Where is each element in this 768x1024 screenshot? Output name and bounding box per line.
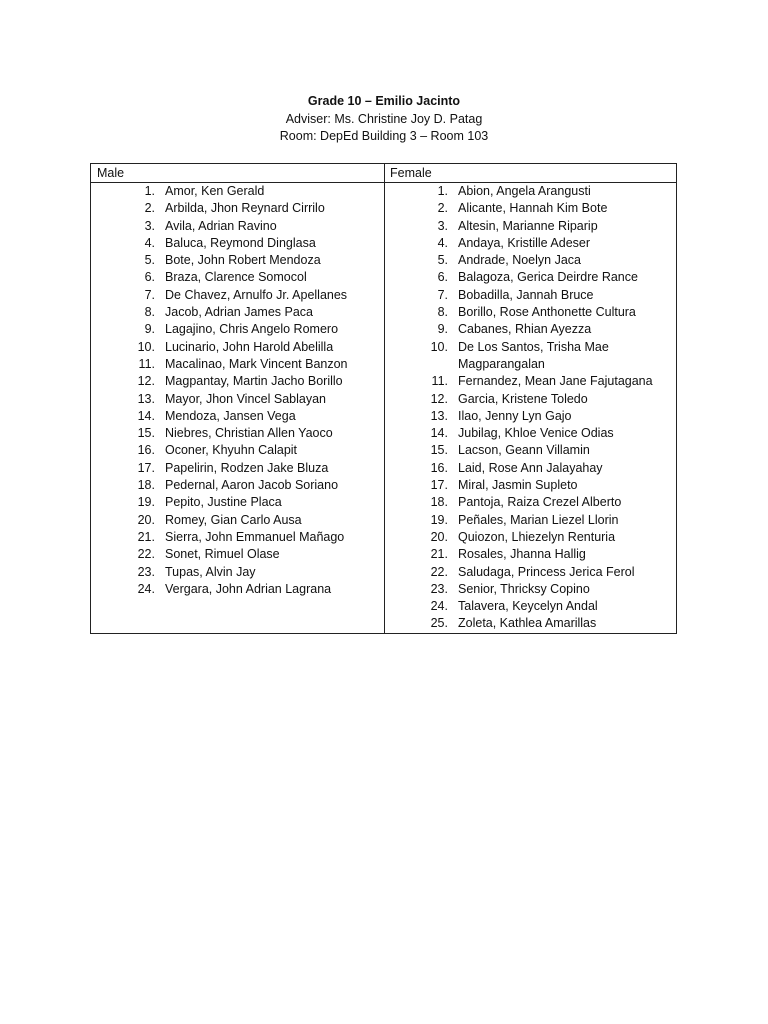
- student-list-item: [384, 581, 676, 598]
- student-number: 3.: [437, 218, 448, 233]
- student-number: 22.: [137, 547, 155, 562]
- student-number: 10.: [137, 339, 155, 354]
- student-list-item: [384, 529, 676, 546]
- student-list-item: [91, 218, 384, 235]
- student-list-item: [384, 512, 676, 529]
- student-name: Niebres, Christian Allen Yaoco: [165, 426, 333, 441]
- student-name: Andaya, Kristille Adeser: [458, 235, 591, 250]
- student-number: 2.: [437, 201, 448, 216]
- student-list-item: [91, 356, 384, 373]
- student-name: Oconer, Khyuhn Calapit: [165, 443, 298, 458]
- student-name: Mayor, Jhon Vincel Sablayan: [165, 391, 326, 406]
- student-name: Vergara, John Adrian Lagrana: [165, 581, 332, 596]
- student-name: Avila, Adrian Ravino: [165, 218, 277, 233]
- male-student-list: [91, 183, 384, 598]
- student-number: 9.: [144, 322, 155, 337]
- document-header: [0, 93, 768, 146]
- room-line: Room: DepEd Building 3 – Room 103: [279, 129, 489, 143]
- student-name: De Chavez, Arnulfo Jr. Apellanes: [165, 287, 348, 302]
- student-list-item: [91, 269, 384, 286]
- student-name: Lucinario, John Harold Abelilla: [165, 339, 334, 354]
- student-list-item: [91, 477, 384, 494]
- student-name: Macalinao, Mark Vincent Banzon: [165, 356, 348, 371]
- student-name: Peñales, Marian Liezel Llorin: [458, 512, 619, 527]
- student-list-item: [384, 494, 676, 511]
- student-name: Papelirin, Rodzen Jake Bluza: [165, 460, 329, 475]
- student-name: Romey, Gian Carlo Ausa: [165, 512, 302, 527]
- student-name: Bote, John Robert Mendoza: [165, 253, 321, 268]
- student-list-item: [91, 529, 384, 546]
- student-list-item: [91, 494, 384, 511]
- student-number: 4.: [144, 235, 155, 250]
- student-list-item: [384, 235, 676, 252]
- student-number: 23.: [137, 564, 155, 579]
- student-name: Braza, Clarence Somocol: [165, 270, 307, 285]
- student-list-item: [91, 546, 384, 563]
- student-list-item: [91, 442, 384, 459]
- student-list-item: [384, 546, 676, 563]
- student-list-item: [91, 339, 384, 356]
- student-list-item: [91, 581, 384, 598]
- student-number: 7.: [144, 287, 155, 302]
- class-title: Grade 10 – Emilio Jacinto: [307, 94, 461, 108]
- student-list-item: [91, 235, 384, 252]
- student-number: 11.: [431, 374, 448, 389]
- student-list-item: [91, 408, 384, 425]
- student-list-item: [91, 200, 384, 217]
- student-number: 9.: [437, 322, 448, 337]
- student-name: Alicante, Hannah Kim Bote: [458, 201, 608, 216]
- adviser-line: Adviser: Ms. Christine Joy D. Patag: [285, 111, 483, 126]
- student-name: De Los Santos, Trisha Mae Magparangalan: [458, 339, 609, 371]
- student-name: Bobadilla, Jannah Bruce: [458, 287, 594, 302]
- student-name: Arbilda, Jhon Reynard Cirrilo: [165, 201, 325, 216]
- student-name: Baluca, Reymond Dinglasa: [165, 235, 316, 250]
- student-number: 24.: [137, 581, 155, 596]
- student-list-item: [384, 183, 676, 200]
- student-number: 5.: [437, 253, 448, 268]
- student-name: Rosales, Jhanna Hallig: [458, 547, 586, 562]
- student-list-item: [384, 321, 676, 338]
- student-number: 8.: [437, 305, 448, 320]
- student-number: 1.: [144, 184, 155, 198]
- student-list-item: [384, 269, 676, 286]
- student-list-item: [384, 252, 676, 269]
- student-name: Sonet, Rimuel Olase: [165, 547, 280, 562]
- student-name: Zoleta, Kathlea Amarillas: [458, 616, 597, 631]
- student-number: 21.: [137, 529, 155, 544]
- student-list-item: [384, 615, 676, 632]
- student-number: 25.: [430, 616, 448, 631]
- male-column-header: Male: [91, 164, 384, 183]
- student-number: 14.: [430, 426, 448, 441]
- student-name: Jacob, Adrian James Paca: [165, 305, 313, 320]
- student-list-item: [91, 183, 384, 200]
- student-list-item: [91, 425, 384, 442]
- student-number: 20.: [137, 512, 155, 527]
- student-number: 23.: [430, 581, 448, 596]
- student-name: Pepito, Justine Placa: [165, 495, 282, 510]
- student-number: 2.: [144, 201, 155, 216]
- student-list-item: [91, 287, 384, 304]
- student-name: Altesin, Marianne Riparip: [458, 218, 598, 233]
- student-number: 16.: [430, 460, 448, 475]
- class-roster-table: [90, 163, 677, 634]
- student-number: 16.: [137, 443, 155, 458]
- student-name: Mendoza, Jansen Vega: [165, 408, 296, 423]
- student-name: Ilao, Jenny Lyn Gajo: [458, 408, 572, 423]
- student-name: Magpantay, Martin Jacho Borillo: [165, 374, 343, 389]
- student-name: Fernandez, Mean Jane Fajutagana: [458, 374, 653, 389]
- student-number: 8.: [144, 305, 155, 320]
- student-list-item: [91, 460, 384, 477]
- student-number: 5.: [144, 253, 155, 268]
- student-list-item: [91, 321, 384, 338]
- student-name: Lagajino, Chris Angelo Romero: [165, 322, 339, 337]
- student-name: Abion, Angela Arangusti: [458, 184, 591, 198]
- student-number: 10.: [430, 339, 448, 354]
- student-number: 17.: [430, 478, 448, 493]
- student-name: Jubilag, Khloe Venice Odias: [458, 426, 614, 441]
- student-number: 7.: [437, 287, 448, 302]
- student-number: 20.: [430, 529, 448, 544]
- student-list-item: [384, 477, 676, 494]
- student-name: Senior, Thricksy Copino: [458, 581, 590, 596]
- student-number: 17.: [137, 460, 155, 475]
- student-name: Pantoja, Raiza Crezel Alberto: [458, 495, 622, 510]
- student-list-item: [384, 442, 676, 459]
- male-column: [91, 164, 385, 633]
- student-name: Pedernal, Aaron Jacob Soriano: [165, 478, 339, 493]
- student-number: 19.: [430, 512, 448, 527]
- student-list-item: [384, 339, 676, 374]
- student-list-item: [384, 287, 676, 304]
- student-name: Quiozon, Lhiezelyn Renturia: [458, 529, 616, 544]
- student-number: 14.: [137, 408, 155, 423]
- student-number: 15.: [430, 443, 448, 458]
- female-student-list: [384, 183, 676, 633]
- student-number: 21.: [430, 547, 448, 562]
- student-name: Balagoza, Gerica Deirdre Rance: [458, 270, 638, 285]
- student-list-item: [91, 252, 384, 269]
- student-name: Saludaga, Princess Jerica Ferol: [458, 564, 635, 579]
- student-number: 11.: [138, 356, 155, 371]
- student-name: Andrade, Noelyn Jaca: [458, 253, 581, 268]
- student-list-item: [384, 408, 676, 425]
- student-number: 12.: [137, 374, 155, 389]
- student-list-item: [91, 564, 384, 581]
- student-list-item: [91, 391, 384, 408]
- student-number: 3.: [144, 218, 155, 233]
- student-name: Talavera, Keycelyn Andal: [458, 599, 598, 614]
- student-name: Amor, Ken Gerald: [165, 184, 265, 198]
- student-list-item: [384, 425, 676, 442]
- student-name: Borillo, Rose Anthonette Cultura: [458, 305, 636, 320]
- student-name: Garcia, Kristene Toledo: [458, 391, 588, 406]
- student-number: 19.: [137, 495, 155, 510]
- student-number: 24.: [430, 599, 448, 614]
- student-number: 12.: [430, 391, 448, 406]
- student-list-item: [91, 512, 384, 529]
- student-list-item: [384, 598, 676, 615]
- student-list-item: [384, 373, 676, 390]
- student-name: Tupas, Alvin Jay: [165, 564, 256, 579]
- student-name: Laid, Rose Ann Jalayahay: [458, 460, 603, 475]
- female-column-header: Female: [384, 164, 676, 183]
- student-name: Sierra, John Emmanuel Mañago: [165, 529, 345, 544]
- student-name: Lacson, Geann Villamin: [458, 443, 590, 458]
- student-list-item: [91, 304, 384, 321]
- student-number: 18.: [137, 478, 155, 493]
- student-list-item: [384, 564, 676, 581]
- student-number: 18.: [430, 495, 448, 510]
- student-list-item: [91, 373, 384, 390]
- student-list-item: [384, 218, 676, 235]
- female-column: [384, 164, 676, 633]
- student-number: 6.: [437, 270, 448, 285]
- student-name: Cabanes, Rhian Ayezza: [458, 322, 592, 337]
- student-number: 15.: [137, 426, 155, 441]
- student-list-item: [384, 460, 676, 477]
- student-number: 4.: [437, 235, 448, 250]
- student-list-item: [384, 304, 676, 321]
- student-number: 13.: [430, 408, 448, 423]
- student-number: 13.: [137, 391, 155, 406]
- student-number: 6.: [144, 270, 155, 285]
- student-list-item: [384, 391, 676, 408]
- student-name: Miral, Jasmin Supleto: [458, 478, 578, 493]
- student-number: 22.: [430, 564, 448, 579]
- student-list-item: [384, 200, 676, 217]
- student-number: 1.: [437, 184, 448, 198]
